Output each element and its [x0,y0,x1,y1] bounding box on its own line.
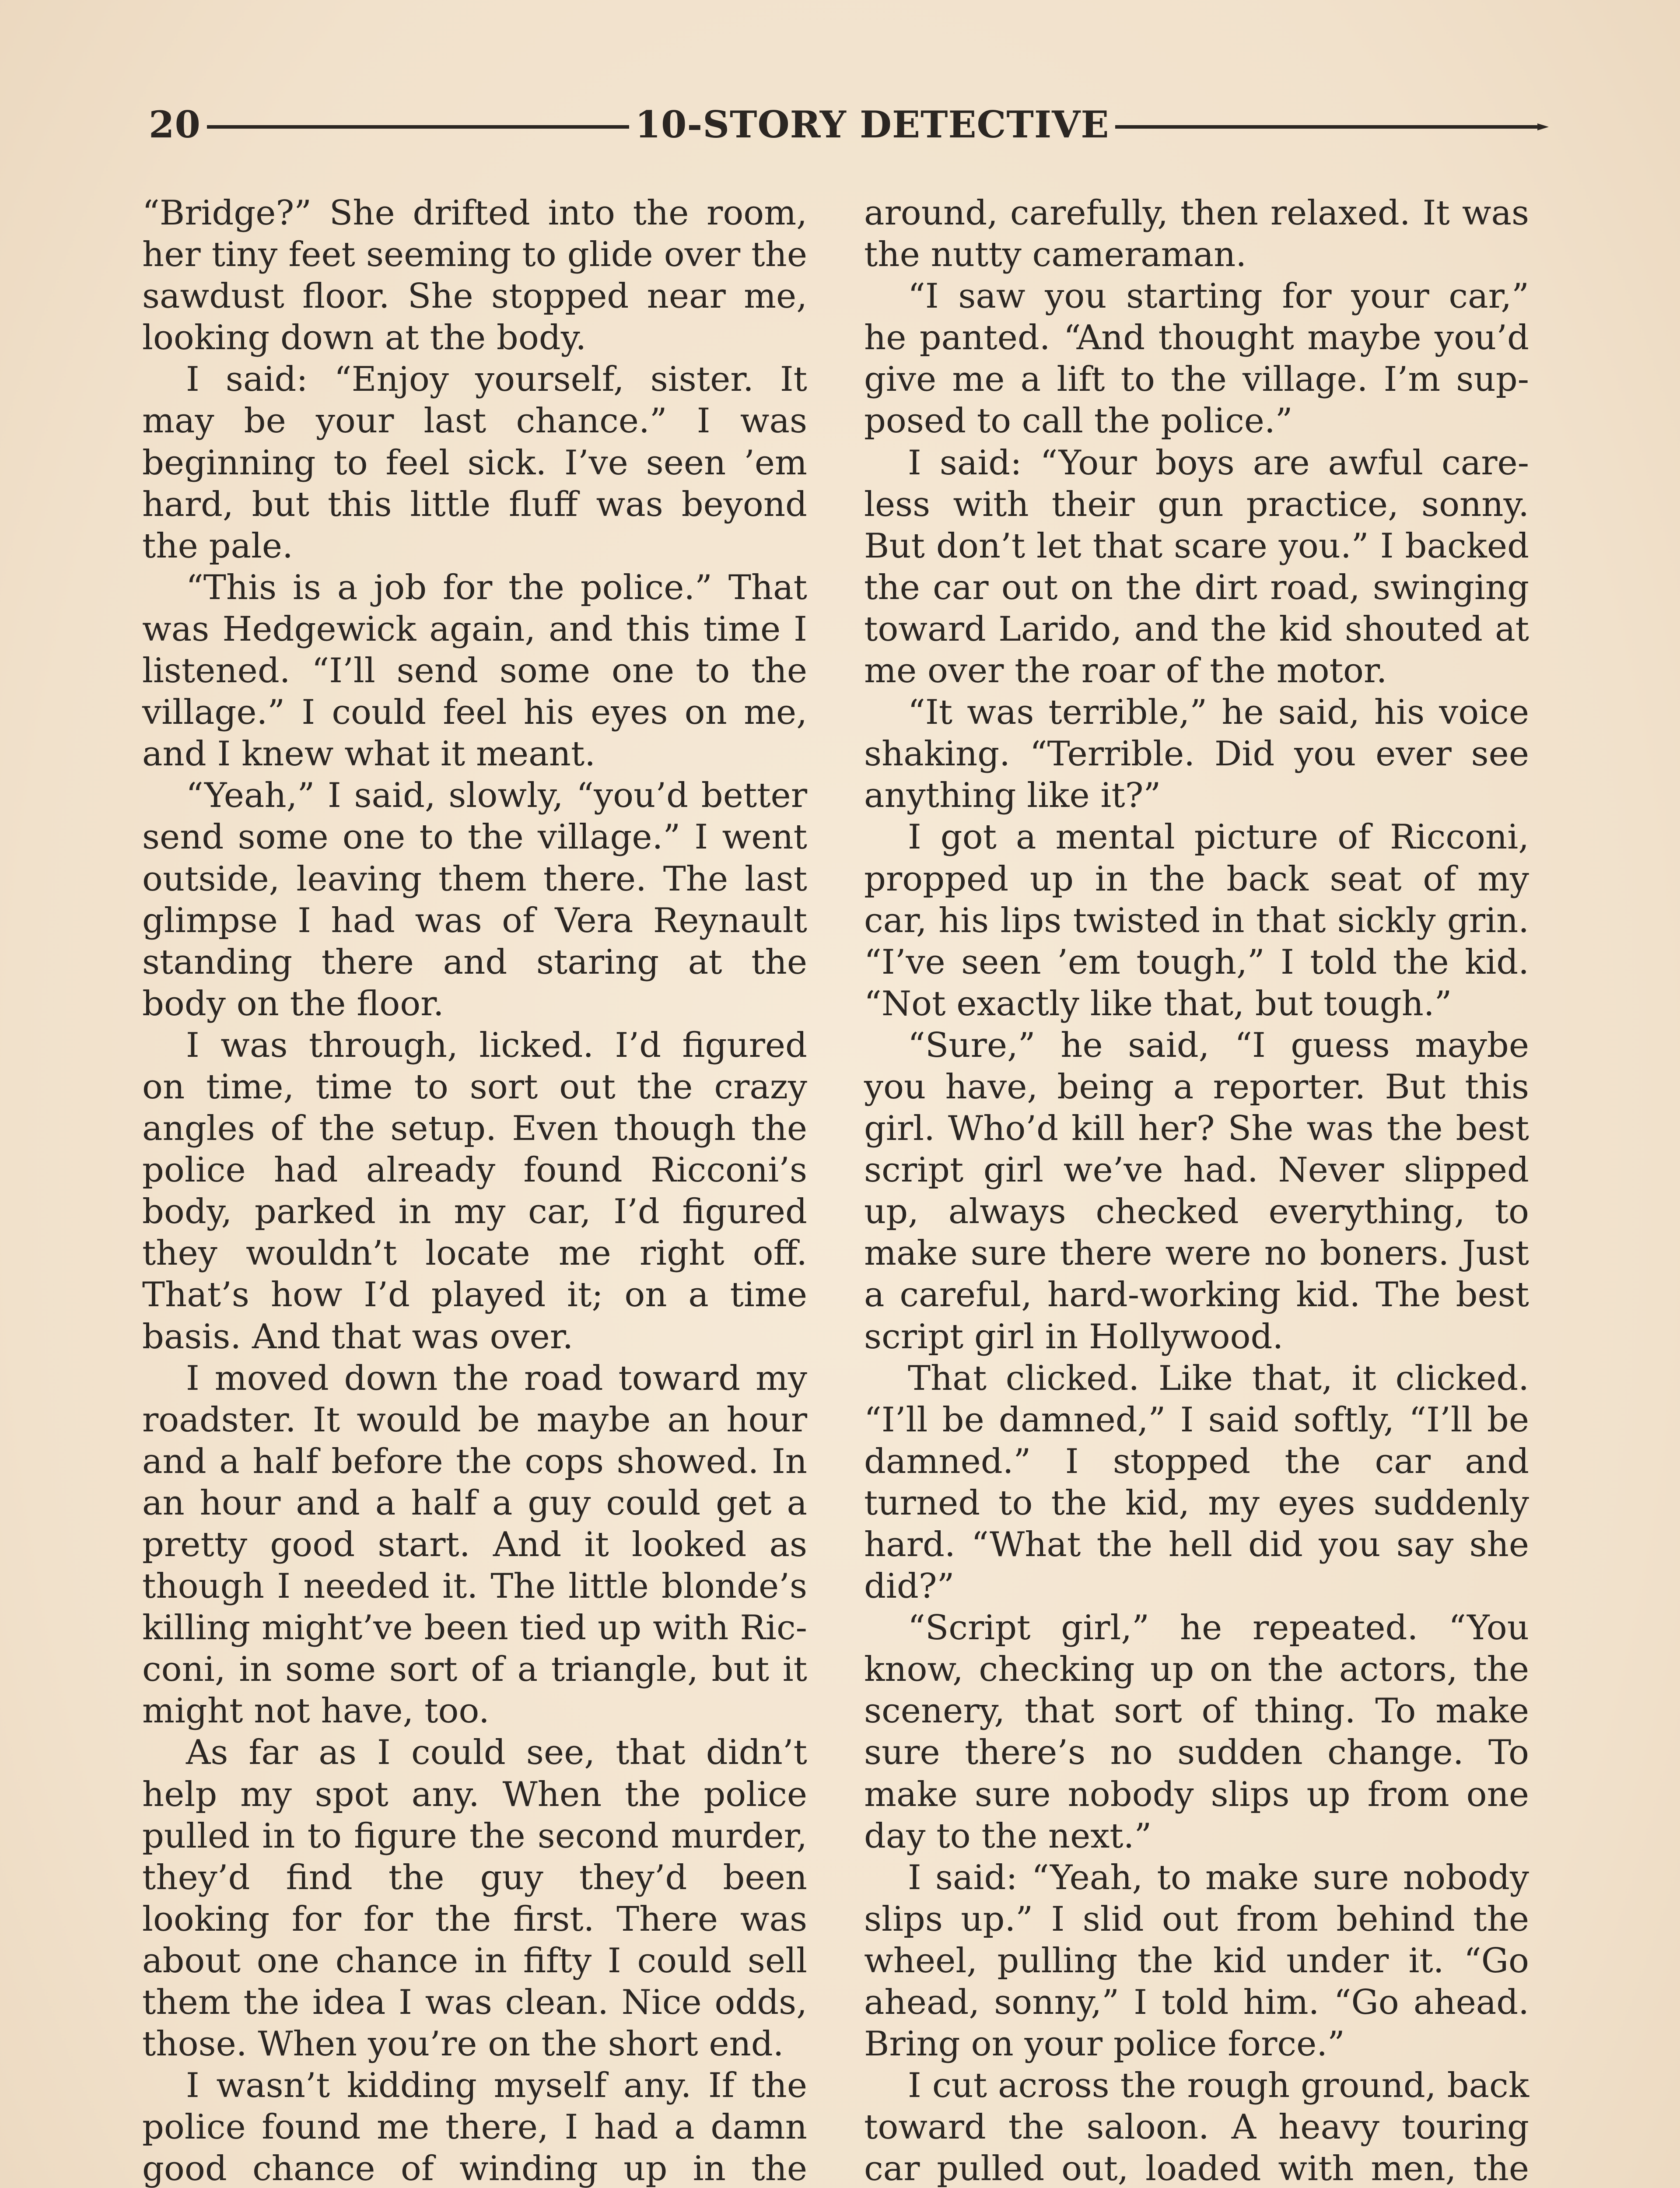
paragraph: “It was terrible,” he said, his voice shaking. “Terrible. Did you ever see anything like it?” [864,693,1529,816]
paragraph: “Yeah,” I said, slowly, “you’d better send some one to the village.” I went outside, leaving them there. The last glimpse I had was of Vera Reynault standing there and staring at the body on the floor. [142,776,807,1024]
header-rule-right [1115,125,1537,129]
text-column-right [864,193,1529,2188]
paragraph: I cut across the rough ground, back toward the saloon. A heavy touring car pulled out, loaded with men, the [864,2066,1529,2188]
paragraph: I got a mental picture of Ricconi, propped up in the back seat of my car, his lips twisted in that sickly grin. “I’ve seen ’em tough,” I told the kid. “Not exactly like that, but tough.” [864,817,1529,1024]
page-number: 20 [149,103,201,146]
paragraph: “Script girl,” he repeated. “You know, checking up on the actors, the scenery, that sort of thing. To make sure there’s no sudden change. To make sure nobody slips up from one day to the next.” [864,1608,1529,1856]
paragraph: “This is a job for the police.” That was Hedgewick again, and this time I listened. “I’ll send some one to the village.” I could feel his eyes on me, and I knew what it meant. [142,568,807,774]
paragraph: I said: “Enjoy yourself, sister. It may be your last chance.” I was beginning to feel sick. I’ve seen ’em hard, but this little fluff was beyond the pale. [142,360,807,566]
paragraph: “Bridge?” She drifted into the room, her tiny feet seeming to glide over the sawdust floor. She stopped near me, looking down at the body. [142,193,807,358]
paragraph: “I saw you starting for your car,” he panted. “And thought maybe you’d give me a lift to the village. I’m supposed to call the police.” [864,277,1529,441]
header-rule-left [207,125,629,129]
text-column-left [142,193,807,2188]
paragraph: I wasn’t kidding myself any. If the police found me there, I had a damn good chance of winding up in the [142,2066,807,2188]
paragraph: I moved down the road toward my roadster. It would be maybe an hour and a half before the cops showed. In an hour and a half a guy could get a pretty good start. And it looked as though I needed it. The little blonde’s killing might’ve been tied up with Ricconi, in some sort of a triangle, but it might not have, too. [142,1358,807,1731]
paragraph: I was through, licked. I’d figured on time, time to sort out the crazy angles of the setup. Even though the police had already found Ricconi’s body, parked in my car, I’d figured they wouldn’t locate me right off. That’s how I’d played it; on a time basis. And that was over. [142,1025,807,1357]
paragraph: I said: “Yeah, to make sure nobody slips up.” I slid out from behind the wheel, pulling the kid under it. “Go ahead, sonny,” I told him. “Go ahead. Bring on your police force.” [864,1858,1529,2064]
paragraph: As far as I could see, that didn’t help my spot any. When the police pulled in to figure the second murder, they’d find the guy they’d been looking for for the first. There was about one chance in fifty I could sell them the idea I was clean. Nice odds, those. When you’re on the short end. [142,1733,807,2064]
paragraph: around, carefully, then relaxed. It was the nutty cameraman. [864,193,1529,275]
header-rule-end [1537,123,1549,130]
paragraph: That clicked. Like that, it clicked. “I’ll be damned,” I said softly, “I’ll be damned.” I stopped the car and turned to the kid, my eyes suddenly hard. “What the hell did you say she did?” [864,1358,1529,1606]
page-header [149,101,1549,149]
magazine-title: 10-STORY DETECTIVE [635,103,1110,146]
paragraph: “Sure,” he said, “I guess maybe you have, being a reporter. But this girl. Who’d kill her? She was the best script girl we’ve had. Never slipped up, always checked everything, to make sure there were no boners. Just a careful, hard-working kid. The best script girl in Hollywood. [864,1025,1529,1357]
paragraph: I said: “Your boys are awful careless with their gun practice, sonny. But don’t let that scare you.” I backed the car out on the dirt road, swinging toward Larido, and the kid shouted at me over the roar of the motor. [864,443,1529,691]
